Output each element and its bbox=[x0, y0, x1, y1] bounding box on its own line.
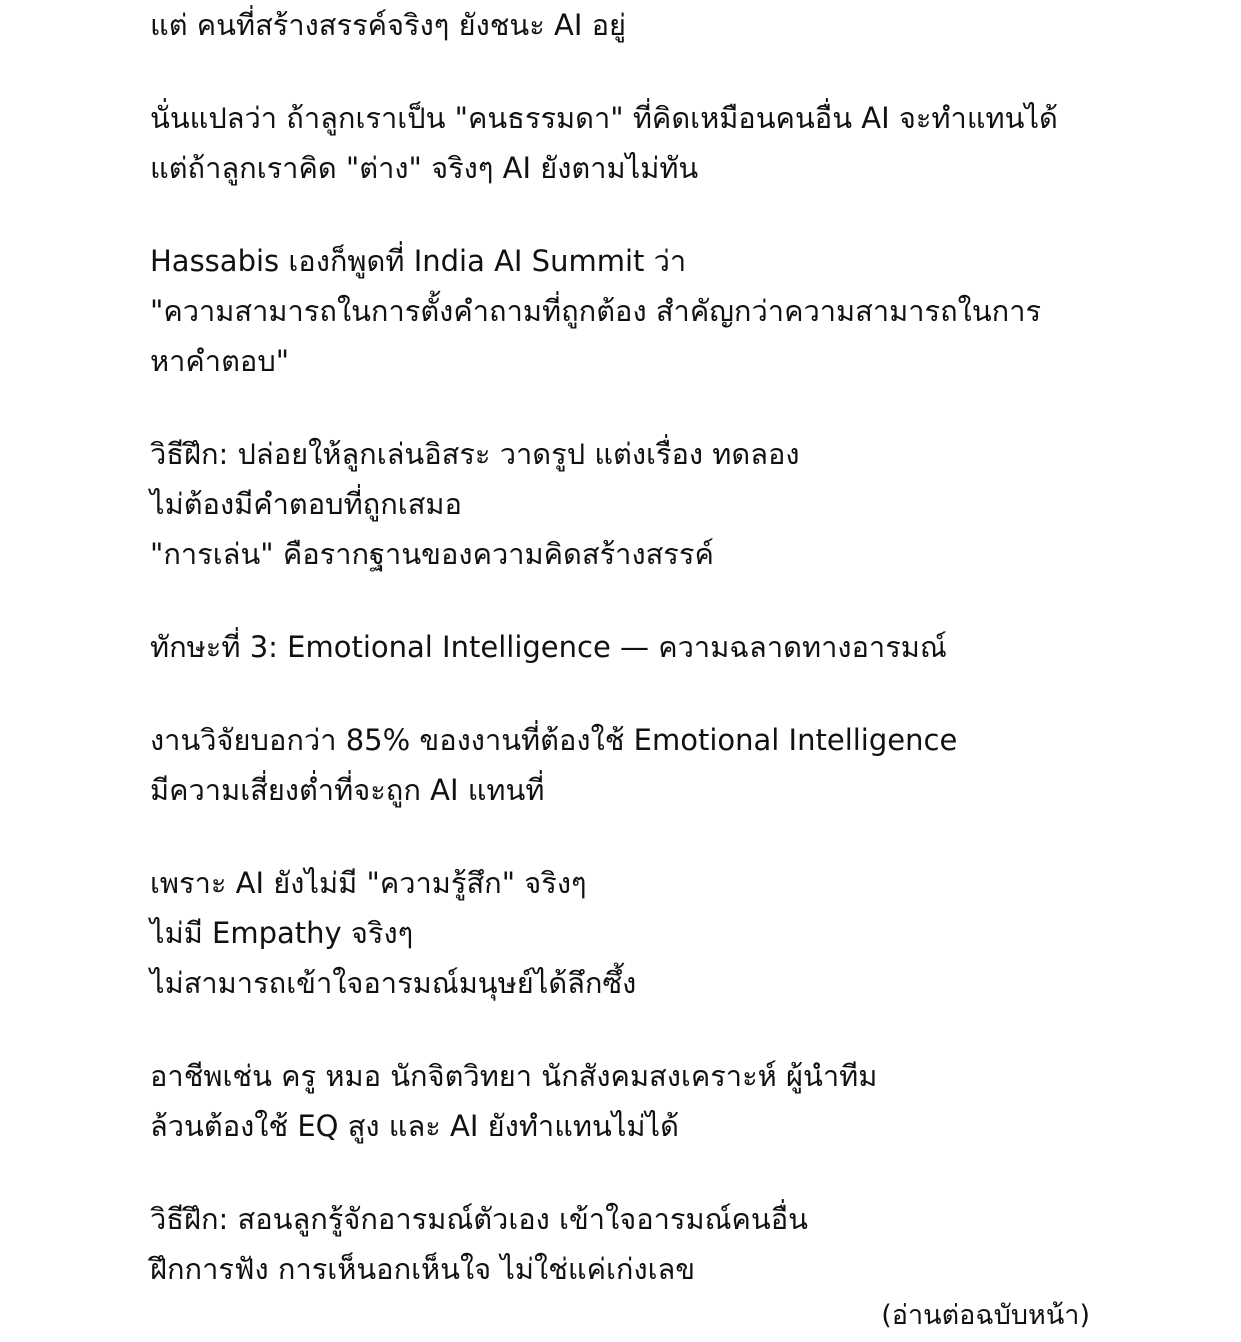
article-body bbox=[150, 0, 1150, 1294]
text-line: "การเล่น" คือรากฐานของความคิดสร้างสรรค์ bbox=[150, 537, 714, 571]
paragraph-hassabis-quote bbox=[150, 236, 1150, 386]
text-line: ฝึกการฟัง การเห็นอกเห็นใจ ไม่ใช่แค่เก่งเลข bbox=[150, 1252, 696, 1286]
text-line: วิธีฝึก: ปล่อยให้ลูกเล่นอิสระ วาดรูป แต่งเรื่อง ทดลอง bbox=[150, 437, 800, 471]
text-line: แต่ถ้าลูกเราคิด "ต่าง" จริงๆ AI ยังตามไม่ทัน bbox=[150, 151, 699, 185]
text-line: แต่ คนที่สร้างสรรค์จริงๆ ยังชนะ AI อยู่ bbox=[150, 8, 627, 42]
text-line: หาคำตอบ" bbox=[150, 344, 290, 378]
text-line: นั่นแปลว่า ถ้าลูกเราเป็น "คนธรรมดา" ที่คิดเหมือนคนอื่น AI จะทำแทนได้ bbox=[150, 101, 1058, 135]
text-line: ไม่ต้องมีคำตอบที่ถูกเสมอ bbox=[150, 487, 462, 521]
text-line: มีความเสี่ยงต่ำที่จะถูก AI แทนที่ bbox=[150, 773, 545, 807]
text-line: งานวิจัยบอกว่า 85% ของงานที่ต้องใช้ Emotional Intelligence bbox=[150, 723, 958, 757]
paragraph-ai-no-feelings bbox=[150, 858, 1150, 1008]
text-line: ล้วนต้องใช้ EQ สูง และ AI ยังทำแทนไม่ได้ bbox=[150, 1109, 679, 1143]
paragraph-creativity-practice bbox=[150, 429, 1150, 579]
text-line: ทักษะที่ 3: Emotional Intelligence — ความฉลาดทางอารมณ์ bbox=[150, 630, 947, 664]
paragraph-eq-research bbox=[150, 715, 1150, 815]
paragraph-ordinary-vs-different bbox=[150, 93, 1150, 193]
text-line: "ความสามารถในการตั้งคำถามที่ถูกต้อง สำคัญกว่าความสามารถในการ bbox=[150, 294, 1042, 328]
continue-next-issue-note: (อ่านต่อฉบับหน้า) bbox=[881, 1300, 1090, 1331]
text-line: วิธีฝึก: สอนลูกรู้จักอารมณ์ตัวเอง เข้าใจอารมณ์คนอื่น bbox=[150, 1202, 808, 1236]
paragraph-creative-people-win bbox=[150, 0, 1150, 50]
text-line: ไม่มี Empathy จริงๆ bbox=[150, 916, 414, 950]
paragraph-eq-practice bbox=[150, 1194, 1150, 1294]
section-heading-skill-3 bbox=[150, 622, 1150, 672]
text-line: ไม่สามารถเข้าใจอารมณ์มนุษย์ได้ลึกซึ้ง bbox=[150, 966, 637, 1000]
text-line: Hassabis เองก็พูดที่ India AI Summit ว่า bbox=[150, 244, 687, 278]
text-line: เพราะ AI ยังไม่มี "ความรู้สึก" จริงๆ bbox=[150, 866, 587, 900]
text-line: อาชีพเช่น ครู หมอ นักจิตวิทยา นักสังคมสงเคราะห์ ผู้นำทีม bbox=[150, 1059, 878, 1093]
paragraph-eq-careers bbox=[150, 1051, 1150, 1151]
